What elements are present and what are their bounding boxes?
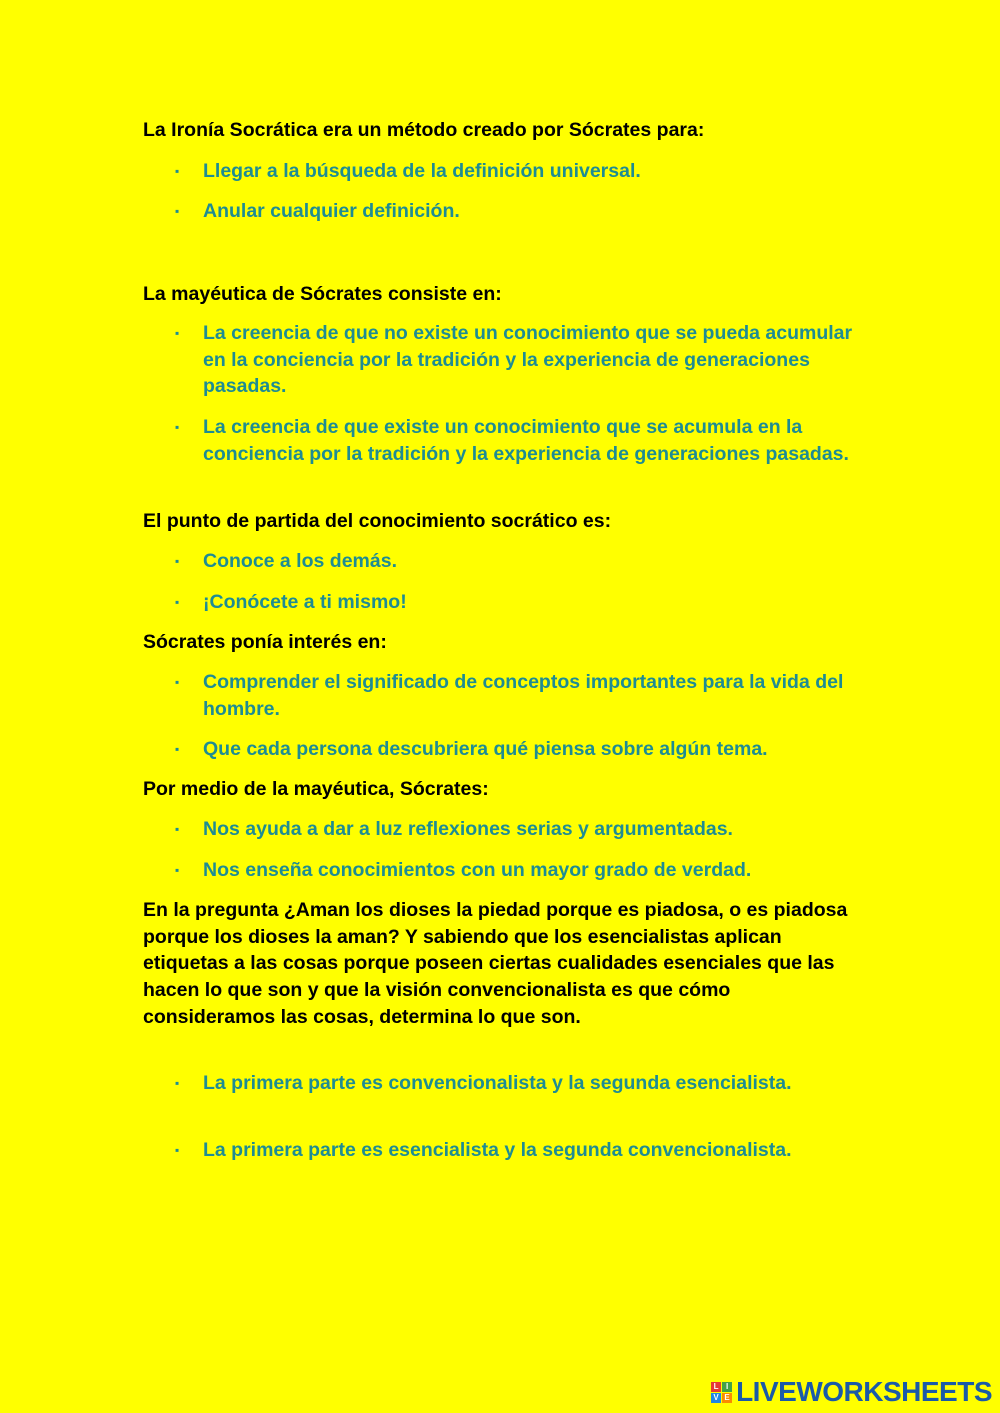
logo-mark-icon bbox=[711, 1382, 732, 1403]
question-6-option-2[interactable] bbox=[175, 1137, 855, 1164]
question-6: En la pregunta ¿Aman los dioses la piedad porque es piadosa, o es piadosa porque los dioses la aman? Y sabiendo que los esencialistas aplican etiquetas a las cosas porque poseen ciertas cualidades esenciales que las hacen lo que son y que la visión convencionalista es que cómo consideramos las cosas, determina lo que son. bbox=[143, 899, 848, 1028]
logo-mark-letter: V bbox=[711, 1393, 721, 1403]
liveworksheets-logo[interactable] bbox=[711, 1377, 992, 1407]
question-4-option-2[interactable] bbox=[175, 736, 855, 763]
option-text: La primera parte es esencialista y la segunda convencionalista. bbox=[203, 1139, 792, 1161]
bullet-icon: ▪ bbox=[175, 1143, 180, 1157]
logo-mark-letter: L bbox=[711, 1382, 721, 1392]
option-text: ¡Conócete a ti mismo! bbox=[203, 591, 407, 613]
question-5: Por medio de la mayéutica, Sócrates: bbox=[143, 778, 489, 800]
logo-mark-letter: I bbox=[722, 1382, 732, 1392]
option-text: Comprender el significado de conceptos importantes para la vida del hombre. bbox=[203, 671, 844, 720]
option-text: Conoce a los demás. bbox=[203, 550, 397, 572]
question-3-option-1[interactable] bbox=[175, 548, 855, 575]
option-text: La creencia de que existe un conocimiento que se acumula en la conciencia por la tradición y la experiencia de generaciones pasadas. bbox=[203, 416, 849, 465]
question-2: La mayéutica de Sócrates consiste en: bbox=[143, 283, 502, 305]
question-5-option-2[interactable] bbox=[175, 857, 855, 884]
option-text: La creencia de que no existe un conocimiento que se pueda acumular en la conciencia por la tradición y la experiencia de generaciones pasadas. bbox=[203, 322, 853, 398]
option-text: La primera parte es convencionalista y la segunda esencialista. bbox=[203, 1072, 792, 1094]
question-4-option-1[interactable] bbox=[175, 669, 855, 722]
question-2-option-2[interactable] bbox=[175, 414, 855, 467]
bullet-icon: ▪ bbox=[175, 164, 180, 178]
bullet-icon: ▪ bbox=[175, 822, 180, 836]
bullet-icon: ▪ bbox=[175, 742, 180, 756]
bullet-icon: ▪ bbox=[175, 595, 180, 609]
question-3: El punto de partida del conocimiento socrático es: bbox=[143, 510, 612, 532]
option-text: Nos ayuda a dar a luz reflexiones serias y argumentadas. bbox=[203, 818, 733, 840]
question-2-option-1[interactable] bbox=[175, 320, 855, 400]
question-1-option-1[interactable] bbox=[175, 158, 855, 185]
bullet-icon: ▪ bbox=[175, 554, 180, 568]
question-5-option-1[interactable] bbox=[175, 816, 855, 843]
option-text: Nos enseña conocimientos con un mayor grado de verdad. bbox=[203, 859, 752, 881]
option-text: Que cada persona descubriera qué piensa sobre algún tema. bbox=[203, 738, 768, 760]
option-text: Llegar a la búsqueda de la definición universal. bbox=[203, 160, 641, 182]
option-text: Anular cualquier definición. bbox=[203, 200, 460, 222]
question-1: La Ironía Socrática era un método creado por Sócrates para: bbox=[143, 119, 705, 141]
question-4: Sócrates ponía interés en: bbox=[143, 631, 387, 653]
bullet-icon: ▪ bbox=[175, 1076, 180, 1090]
question-6-option-1[interactable] bbox=[175, 1070, 855, 1097]
bullet-icon: ▪ bbox=[175, 326, 180, 340]
question-1-option-2[interactable] bbox=[175, 198, 855, 225]
bullet-icon: ▪ bbox=[175, 204, 180, 218]
bullet-icon: ▪ bbox=[175, 675, 180, 689]
logo-mark-letter: E bbox=[722, 1393, 732, 1403]
question-3-option-2[interactable] bbox=[175, 589, 855, 616]
bullet-icon: ▪ bbox=[175, 420, 180, 434]
bullet-icon: ▪ bbox=[175, 863, 180, 877]
logo-text: LIVEWORKSHEETS bbox=[736, 1376, 992, 1407]
